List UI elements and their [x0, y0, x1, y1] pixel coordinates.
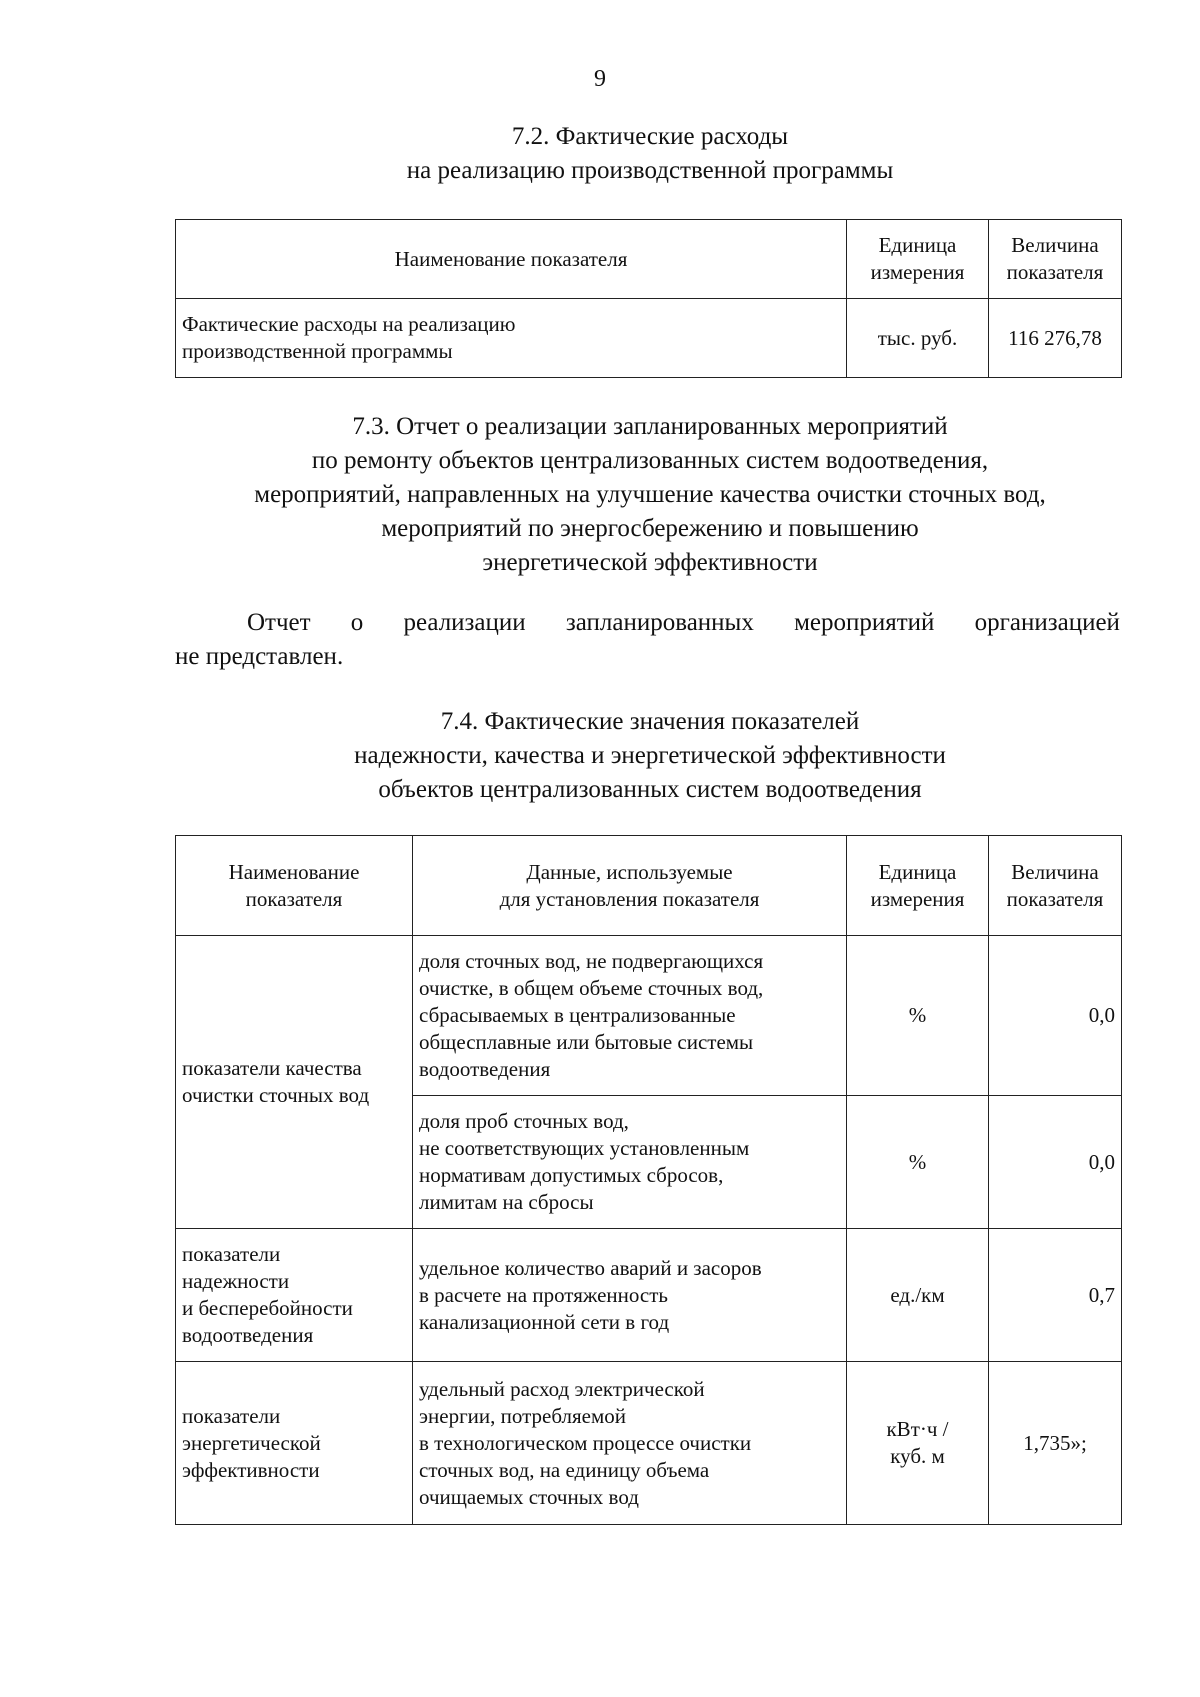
cell-source-data: удельный расход электрической энергии, потребляемой в технологическом процессе очистки сточных вод, на единицу объема очищаемых сточных вод	[413, 1362, 847, 1525]
title-line: на реализацию производственной программы	[406, 157, 894, 184]
cell-indicator-group: показатели качества очистки сточных вод	[176, 936, 413, 1229]
title-line: мероприятий, направленных на улучшение качества очистки сточных вод,	[254, 481, 1046, 508]
title-line: 7.2. Фактические расходы	[511, 123, 789, 150]
paragraph-word: запланированных	[565, 609, 754, 636]
cell-unit: %	[847, 1096, 989, 1229]
title-line: объектов централизованных систем водоотведения	[378, 776, 922, 803]
section-7-2-title	[150, 120, 1150, 188]
title-line: 7.4. Фактические значения показателей	[440, 708, 860, 735]
paragraph-word: о	[350, 609, 364, 636]
cell-unit: тыс. руб.	[847, 299, 989, 378]
paragraph-word: мероприятий	[794, 609, 935, 636]
cell-value: 0,0	[989, 1096, 1122, 1229]
header-indicator-name: Наименование показателя	[176, 836, 413, 936]
report-paragraph	[175, 606, 1120, 674]
cell-unit: кВт·ч / куб. м	[847, 1362, 989, 1525]
cell-indicator-group: показатели энергетической эффективности	[176, 1362, 413, 1525]
title-line: энергетической эффективности	[482, 549, 818, 576]
paragraph-word: реализации	[403, 609, 526, 636]
cell-value: 0,0	[989, 936, 1122, 1096]
header-value: Величина показателя	[989, 220, 1122, 299]
section-7-3-title	[150, 410, 1150, 580]
paragraph-word: Отчет	[247, 609, 311, 636]
table-row	[176, 1362, 1122, 1525]
cell-unit: %	[847, 936, 989, 1096]
cell-source-data: доля проб сточных вод, не соответствующих установленным нормативам допустимых сбросов, лимитам на сбросы	[413, 1096, 847, 1229]
header-source-data: Данные, используемые для установления показателя	[413, 836, 847, 936]
header-unit: Единица измерения	[847, 836, 989, 936]
section-7-4-title	[150, 705, 1150, 807]
header-value: Величина показателя	[989, 836, 1122, 936]
table-header-row	[176, 220, 1122, 299]
table-row	[176, 1229, 1122, 1362]
title-line: мероприятий по энергосбережению и повышению	[381, 515, 919, 542]
paragraph-line	[175, 606, 1120, 640]
indicators-table	[175, 835, 1122, 1525]
page-number: 9	[594, 66, 606, 92]
title-line: по ремонту объектов централизованных систем водоотведения,	[311, 447, 989, 474]
cell-indicator-group: показатели надежности и бесперебойности водоотведения	[176, 1229, 413, 1362]
expenses-table	[175, 219, 1122, 378]
table-row	[176, 936, 1122, 1096]
title-line: надежности, качества и энергетической эффективности	[354, 742, 946, 769]
cell-value: 1,735»;	[989, 1362, 1122, 1525]
paragraph-word: организацией	[974, 609, 1120, 636]
cell-value: 116 276,78	[989, 299, 1122, 378]
cell-indicator-name: Фактические расходы на реализацию производственной программы	[176, 299, 847, 378]
table-row	[176, 299, 1122, 378]
cell-value: 0,7	[989, 1229, 1122, 1362]
header-unit: Единица измерения	[847, 220, 989, 299]
cell-source-data: доля сточных вод, не подвергающихся очистке, в общем объеме сточных вод, сбрасываемых в централизованные общесплавные или бытовые системы водоотведения	[413, 936, 847, 1096]
title-line: 7.3. Отчет о реализации запланированных мероприятий	[352, 413, 948, 440]
table-header-row	[176, 836, 1122, 936]
cell-unit: ед./км	[847, 1229, 989, 1362]
header-indicator-name: Наименование показателя	[176, 220, 847, 299]
cell-source-data: удельное количество аварий и засоров в расчете на протяженность канализационной сети в год	[413, 1229, 847, 1362]
paragraph-line: не представлен.	[175, 643, 344, 670]
